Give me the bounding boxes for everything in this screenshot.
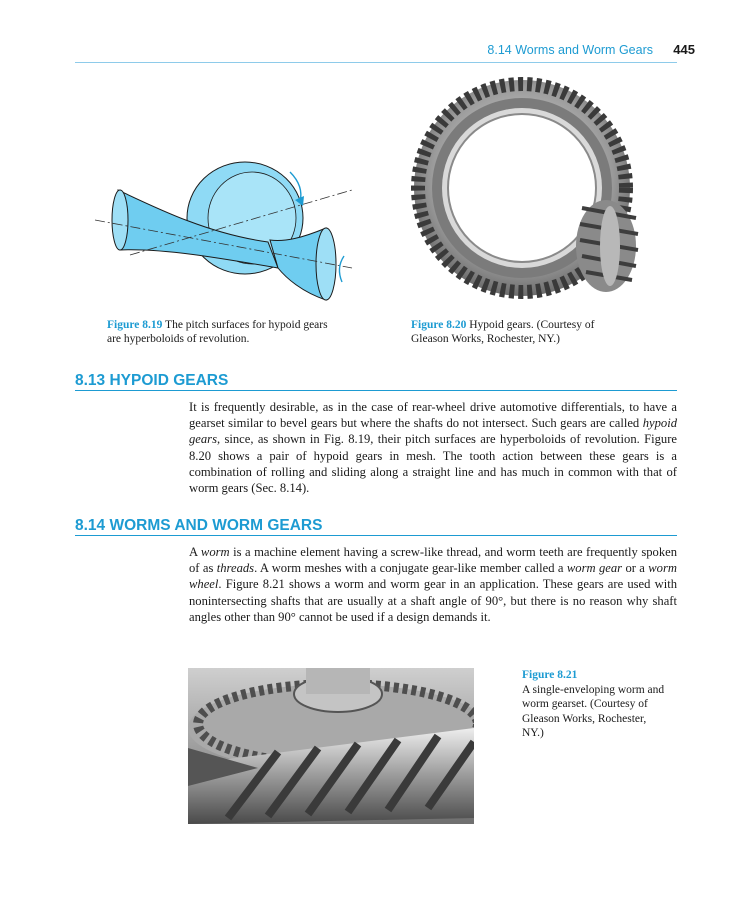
term-worm-wheel: worm wheel [189,561,677,592]
figure-8-19-caption: Figure 8.19 The pitch surfaces for hypoid gears are hyperboloids of revolution. [107,319,328,345]
figure-8-21-caption: Figure 8.21 A single-enveloping worm and worm gearset. (Courtesy of Gleason Works, Rochester, NY.) [522,668,692,741]
figure-8-20-caption: Figure 8.20 Hypoid gears. (Courtesy of Gleason Works, Rochester, NY.) [411,319,595,345]
term-hypoid-gears: hypoid gears [189,416,677,447]
figure-8-19-label: Figure 8.19 [107,319,163,331]
paragraph-hypoid-gears: It is frequently desirable, as in the case of rear-wheel drive automotive differentials, to have a gearset similar to bevel gears but where the shafts do not intersect. Such gears are called hypoid gears, since, as shown in Fig. 8.19, their pitch surfaces are hyperboloids of revolution. Figure 8.20 shows a pair of hypoid gears in mesh. The tooth action between these gears is a combination of rolling and sliding along a straight line and has much in common with that of worm gears (Sec. 8.14). [189,400,677,496]
running-header: 8.14 Worms and Worm Gears [487,43,653,57]
figure-8-21-worm-gearset-photo [188,668,474,824]
term-worm: worm [200,545,230,559]
section-rule-8-13 [75,390,677,391]
section-rule-8-14 [75,535,677,536]
section-heading-8-13: 8.13 HYPOID GEARS [75,372,229,389]
figure-8-19-hyperboloid-diagram [90,150,360,310]
figure-8-20-label: Figure 8.20 [411,319,467,331]
header-rule [75,62,677,63]
term-worm-gear: worm gear [566,561,623,576]
figure-8-21-label: Figure 8.21 [522,669,578,681]
page-number: 445 [673,42,695,57]
section-heading-8-14: 8.14 WORMS AND WORM GEARS [75,517,323,534]
figure-8-20-hypoid-gears-photo [410,68,640,303]
paragraph-worms: A worm is a machine element having a screw-like thread, and worm teeth are frequently spoken of as threads. A worm meshes with a conjugate gear-like member called a worm gear or a worm wheel. Figure 8.21 shows a worm and worm gear in an application. These gears are used with nonintersecting shafts that are usually at a shaft angle of 90°, but there is no reason why shaft angles other than 90° cannot be used if a design demands it. [189,545,677,624]
term-threads: threads [216,561,255,576]
